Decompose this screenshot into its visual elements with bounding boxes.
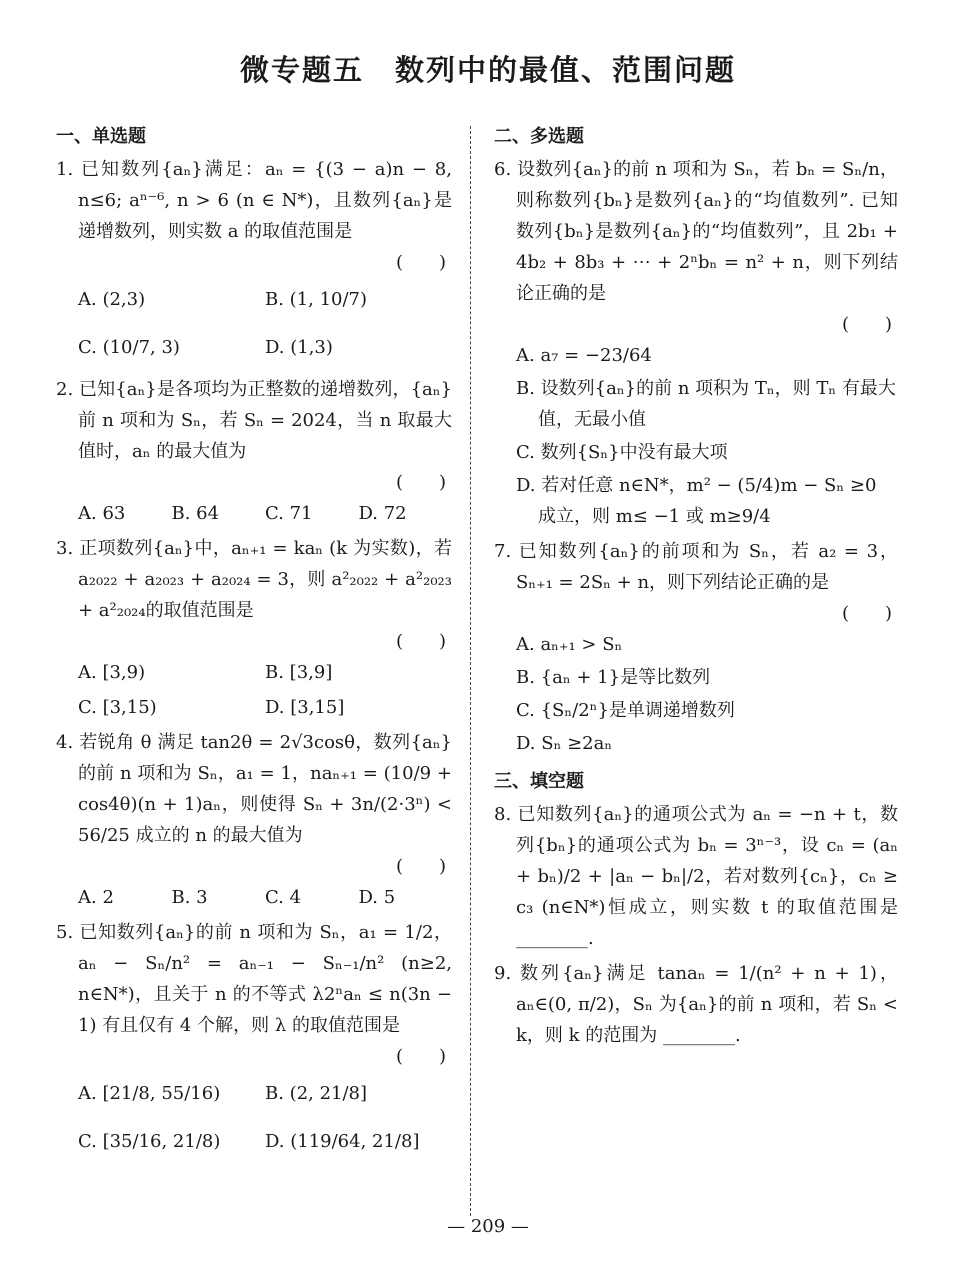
option-b: B. 64 [171, 503, 220, 524]
option-d: D. Sₙ ≥2aₙ [516, 733, 613, 754]
question-stem: 1. 已知数列{aₙ}满足：aₙ = {(3 − a)n − 8, n≤6; aⁿ⁻⁶, n > 6 (n ∈ N*)，且数列{aₙ}是递增数列，则实数 a 的取值范围是 [56, 159, 452, 242]
option-a: A. a₇ = −23/64 [516, 345, 652, 366]
answer-bracket: ( ) [841, 314, 892, 335]
left-column [56, 122, 452, 1164]
question-5 [56, 917, 452, 1164]
option-a: A. 63 [78, 503, 126, 524]
option-b: B. (2, 21/8] [265, 1083, 368, 1104]
question-6 [494, 154, 898, 532]
option-d: D. 若对任意 n∈N*，m² − (5/4)m − Sₙ ≥0 成立，则 m≤ −1 或 m≥9/4 [516, 475, 877, 527]
option-d: D. (1,3) [265, 337, 333, 358]
option-a: A. aₙ₊₁ > Sₙ [516, 634, 623, 655]
question-3 [56, 533, 452, 723]
option-b: B. [3,9] [265, 662, 333, 683]
options [494, 340, 898, 532]
question-7 [494, 536, 898, 759]
option-a: A. (2,3) [78, 289, 146, 310]
answer-bracket: ( ) [395, 1046, 446, 1067]
option-d: D. [3,15] [265, 697, 345, 718]
answer-bracket: ( ) [395, 856, 446, 877]
question-stem: 8. 已知数列{aₙ}的通项公式为 aₙ = −n + t，数列{bₙ}的通项公式为 bₙ = 3ⁿ⁻³，设 cₙ = (aₙ + bₙ)/2 + |aₙ − bₙ|/2，若对数列{cₙ}，cₙ ≥ c₃ (n∈N*)恒成立，则实数 t 的取值范围是________. [494, 804, 898, 949]
question-stem: 5. 已知数列{aₙ}的前 n 项和为 Sₙ，a₁ = 1/2，aₙ − Sₙ/n² = aₙ₋₁ − Sₙ₋₁/n² (n≥2, n∈N*)，且关于 n 的不等式 λ2ⁿaₙ ≤ n(3n − 1) 有且仅有 4 个解，则 λ 的取值范围是 [56, 922, 452, 1036]
section-heading-multi: 二、多选题 [494, 126, 584, 147]
option-a: A. [21/8, 55/16) [78, 1083, 221, 1104]
page-number: — 209 — [447, 1216, 529, 1237]
section-heading-single: 一、单选题 [56, 126, 146, 147]
answer-bracket: ( ) [395, 252, 446, 273]
page-title: 微专题五 数列中的最值、范围问题 [239, 53, 736, 87]
question-2 [56, 374, 452, 529]
option-b: B. 3 [171, 887, 208, 908]
column-divider [470, 126, 471, 1216]
option-c: C. [3,15) [78, 697, 157, 718]
section-heading-fill: 三、填空题 [494, 771, 584, 792]
answer-bracket: ( ) [395, 472, 446, 493]
option-b: B. (1, 10/7) [265, 289, 368, 310]
answer-bracket: ( ) [841, 603, 892, 624]
option-c: C. 4 [265, 887, 302, 908]
answer-bracket: ( ) [395, 631, 446, 652]
option-a: A. [3,9) [78, 662, 146, 683]
options [56, 882, 452, 913]
option-d: D. 72 [358, 503, 407, 524]
options [56, 498, 452, 529]
options [56, 1072, 452, 1164]
question-stem: 3. 正项数列{aₙ}中，aₙ₊₁ = kaₙ (k 为实数)，若 a₂₀₂₂ + a₂₀₂₃ + a₂₀₂₄ = 3，则 a²₂₀₂₂ + a²₂₀₂₃ + a²₂₀₂₄的取值范围是 [56, 538, 452, 621]
question-1 [56, 154, 452, 370]
option-b: B. {aₙ + 1}是等比数列 [516, 667, 711, 688]
question-8 [494, 799, 898, 954]
question-stem: 4. 若锐角 θ 满足 tan2θ = 2√3cosθ，数列{aₙ}的前 n 项和为 Sₙ，a₁ = 1，naₙ₊₁ = (10/9 + cos4θ)(n + 1)aₙ，则使得 Sₙ + 3n/(2·3ⁿ) < 56/25 成立的 n 的最大值为 [56, 732, 452, 846]
option-c: C. 71 [265, 503, 313, 524]
options [56, 278, 452, 370]
option-d: D. 5 [358, 887, 396, 908]
option-c: C. (10/7, 3) [78, 337, 180, 358]
question-stem: 6. 设数列{aₙ}的前 n 项和为 Sₙ，若 bₙ = Sₙ/n，则称数列{bₙ}是数列{aₙ}的“均值数列”. 已知数列{bₙ}是数列{aₙ}的“均值数列”，且 2b₁ + 4b₂ + 8b₃ + ⋯ + 2ⁿbₙ = n² + n，则下列结论正确的是 [494, 159, 898, 304]
question-stem: 9. 数列{aₙ}满足 tanaₙ = 1/(n² + n + 1)，aₙ∈(0, π/2)，Sₙ 为{aₙ}的前 n 项和，若 Sₙ < k，则 k 的范围为 ________. [494, 963, 898, 1046]
question-9 [494, 958, 898, 1051]
options [56, 657, 452, 723]
question-stem: 2. 已知{aₙ}是各项均为正整数的递增数列，{aₙ}前 n 项和为 Sₙ，若 Sₙ = 2024，当 n 取最大值时，aₙ 的最大值为 [56, 379, 452, 462]
question-stem: 7. 已知数列{aₙ}的前项和为 Sₙ，若 a₂ = 3，Sₙ₊₁ = 2Sₙ + n，则下列结论正确的是 [494, 541, 898, 593]
option-d: D. (119/64, 21/8] [265, 1131, 420, 1152]
option-c: C. [35/16, 21/8) [78, 1131, 221, 1152]
option-a: A. 2 [78, 887, 114, 908]
right-column [494, 122, 898, 1051]
option-b: B. 设数列{aₙ}的前 n 项积为 Tₙ，则 Tₙ 有最大值，无最小值 [516, 378, 896, 430]
question-4 [56, 727, 452, 913]
option-c: C. 数列{Sₙ}中没有最大项 [516, 442, 728, 463]
option-c: C. {Sₙ/2ⁿ}是单调递增数列 [516, 700, 735, 721]
options [494, 629, 898, 759]
